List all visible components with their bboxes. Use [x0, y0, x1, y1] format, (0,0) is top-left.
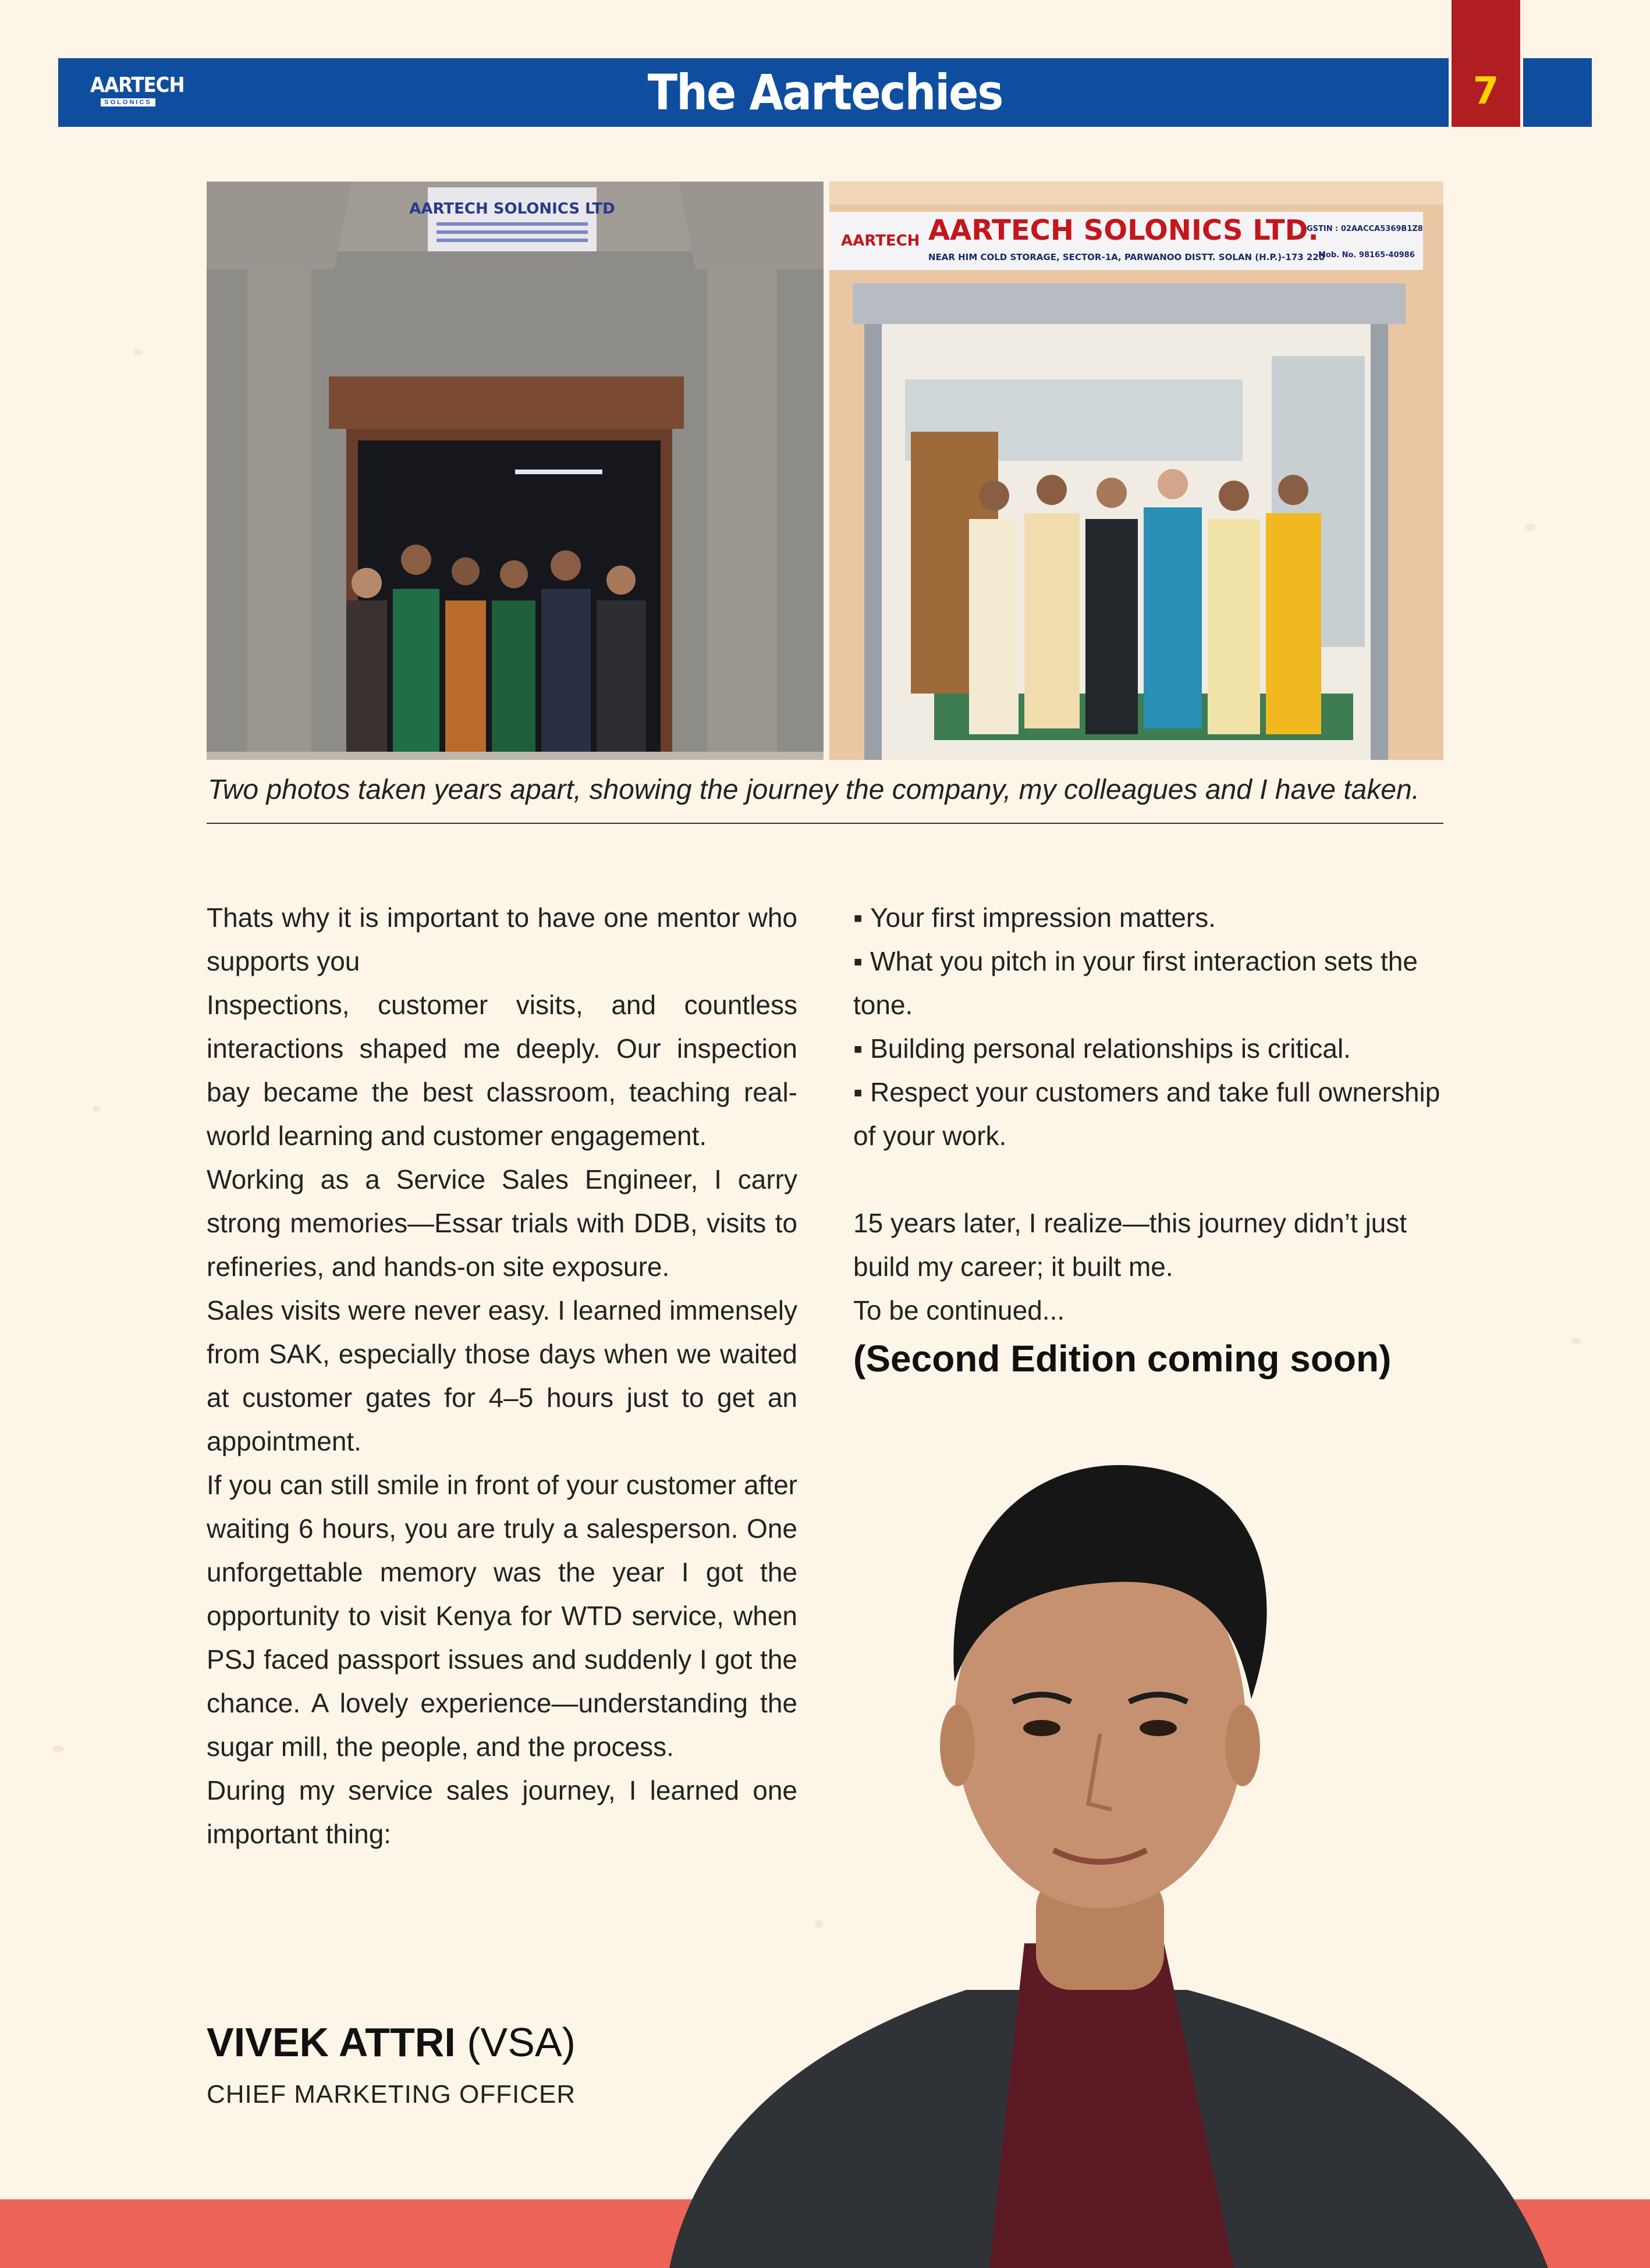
photo-new-office [829, 182, 1443, 760]
reflection-paragraph: 15 years later, I realize—this journey didn’t just build my career; it built me. [853, 1208, 1407, 1282]
lesson-bullet: ▪ What you pitch in your first interaction sets the tone. [853, 940, 1447, 1027]
lesson-bullet: ▪ Building personal relationships is critical. [853, 1027, 1447, 1071]
new-office-sign-address: NEAR HIM COLD STORAGE, SECTOR-1A, PARWANOO DISTT. SOLAN (H.P.)-173 220 [928, 252, 1325, 262]
page-number: 7 [1472, 70, 1499, 113]
paragraph: Working as a Service Sales Engineer, I carry strong memories—Essar trials with DDB, visits to refineries, and hands-on site exposure. [207, 1164, 797, 1282]
photo-old-office [207, 182, 824, 760]
paper-texture-speck [93, 1105, 100, 1112]
lesson-bullet: ▪ Respect your customers and take full ownership of your work. [853, 1071, 1447, 1158]
new-office-sign-mob: Mob. No. 98165-40986 [1318, 251, 1415, 259]
spacer [853, 1158, 1447, 1201]
tab-divider [1520, 58, 1523, 127]
lesson-bullet: ▪ Your first impression matters. [853, 896, 1447, 940]
author-portrait [663, 1431, 1650, 2268]
paragraph: Inspections, customer visits, and countless interactions shaped me deeply. Our inspection bay became the best classroom, teaching real-world learning and customer engagement. [207, 990, 797, 1151]
author-role: CHIEF MARKETING OFFICER [207, 2080, 576, 2109]
caption-divider [207, 823, 1443, 824]
logo-wordmark: AARTECH [90, 73, 184, 97]
paper-texture-speck [1525, 524, 1535, 531]
paragraph: During my service sales journey, I learned one important thing: [207, 1775, 797, 1849]
author-name-line [207, 2019, 576, 2066]
paper-texture-speck [1571, 1338, 1581, 1344]
second-edition-note: (Second Edition coming soon) [853, 1338, 1392, 1380]
newsletter-title: The Aartechies [647, 64, 1003, 121]
paper-texture-speck [52, 1746, 64, 1752]
paragraph: If you can still smile in front of your customer after waiting 6 hours, you are truly a salesperson. One unforgettable memory was the year I got the opportunity to visit Kenya for WTD service, when PSJ faced passport issues and suddenly I got the chance. A lovely experience—understanding the sugar mill, the people, and the process. [207, 1470, 797, 1762]
photo-caption: Two photos taken years apart, showing the journey the company, my colleagues and I have taken. [208, 774, 1420, 805]
new-office-logo-text: AARTECH [841, 232, 920, 250]
paragraph: Thats why it is important to have one mentor who supports you [207, 902, 797, 976]
article-right-column [853, 896, 1447, 1385]
author-name: VIVEK ATTRI [207, 2020, 456, 2065]
author-initials: (VSA) [467, 2020, 576, 2065]
logo-subtitle: SOLONICS [101, 98, 155, 106]
new-office-sign-gstin: GSTIN : 02AACCA5369B1Z8 [1307, 225, 1423, 233]
old-office-sign-text: AARTECH SOLONICS LTD [409, 200, 615, 218]
paper-texture-speck [134, 349, 142, 355]
continued-note: To be continued... [853, 1295, 1065, 1325]
new-office-sign-company: AARTECH SOLONICS LTD. [928, 214, 1319, 247]
paragraph: Sales visits were never easy. I learned immensely from SAK, especially those days when we waited at customer gates for 4–5 hours just to get an appointment. [207, 1295, 797, 1456]
